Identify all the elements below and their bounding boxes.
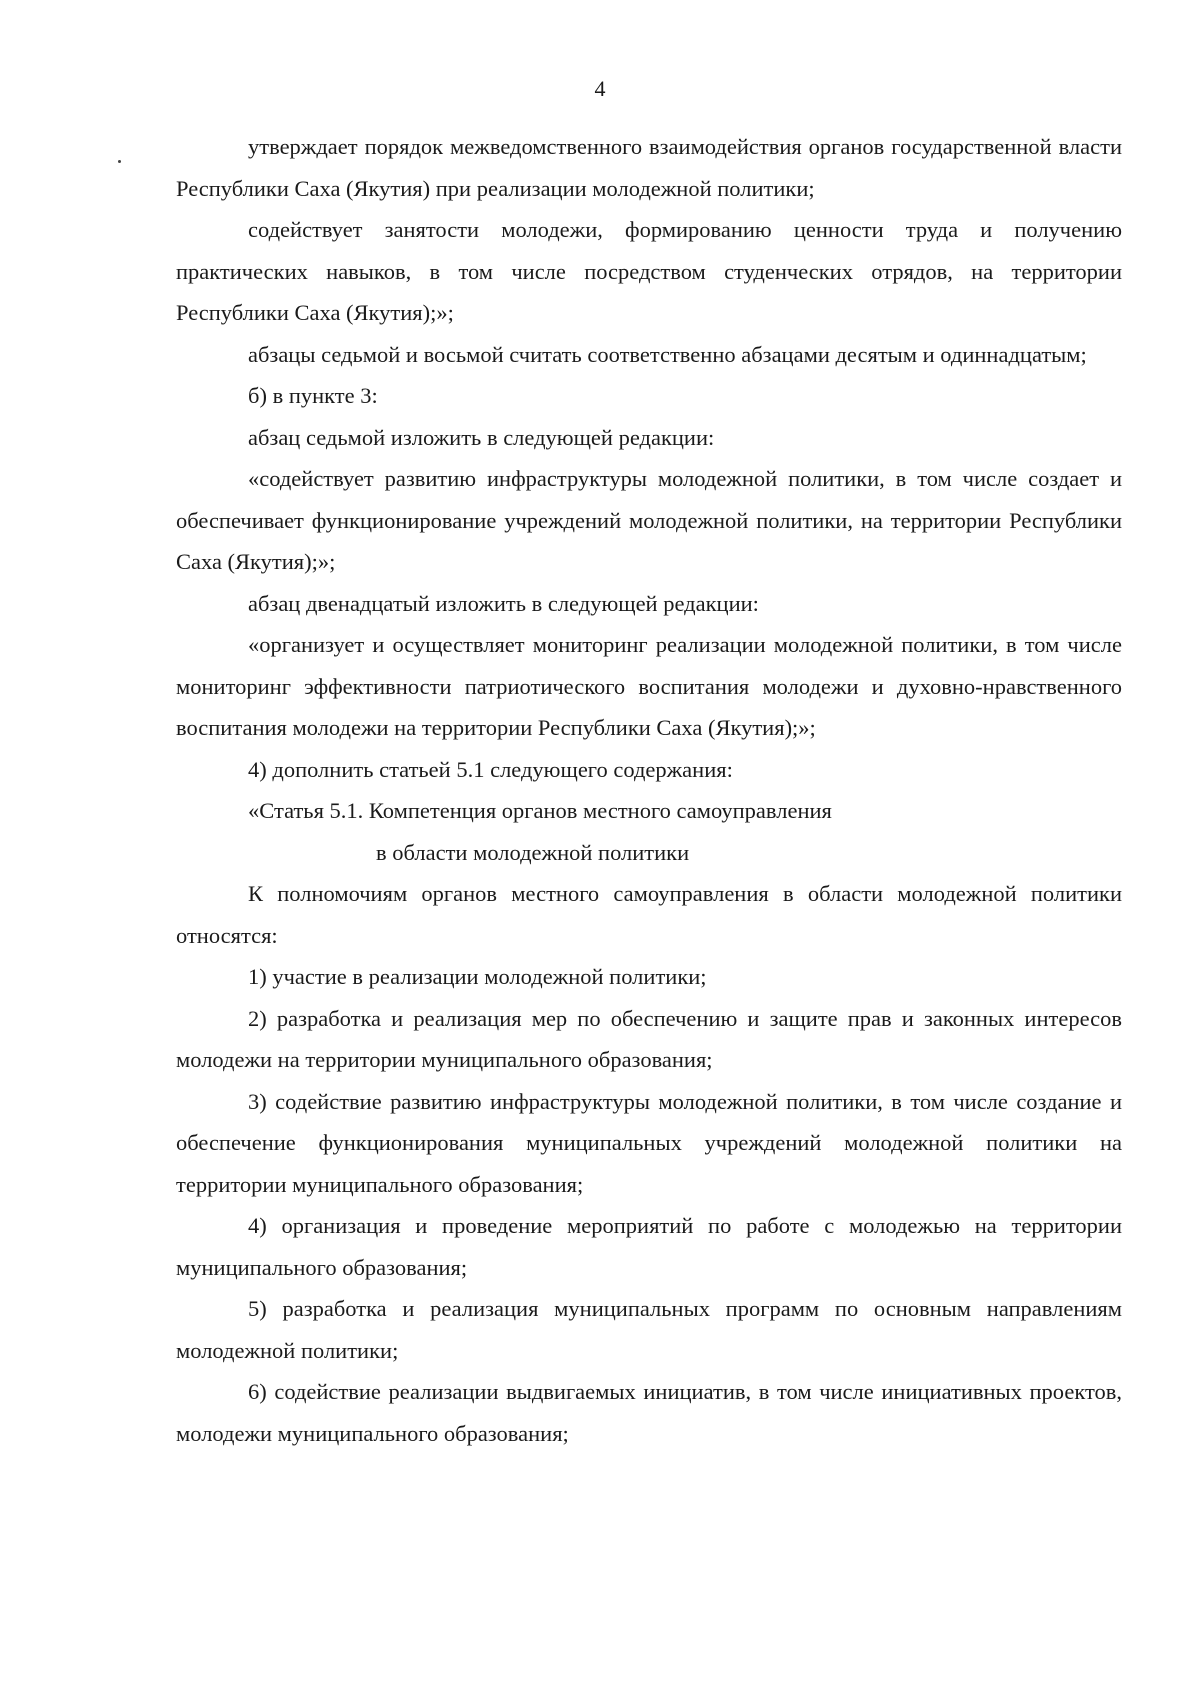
paragraph-powers-intro: К полномочиям органов местного самоуправления в области молодежной политики относятся:	[176, 881, 1122, 948]
paragraph-amend-12: абзац двенадцатый изложить в следующей редакции:	[248, 590, 759, 616]
paragraph-amend-7: абзац седьмой изложить в следующей редакции:	[248, 424, 715, 450]
list-item-1: 1) участие в реализации молодежной политики;	[248, 964, 707, 989]
scan-speck	[118, 160, 121, 163]
list-item-4: 4) организация и проведение мероприятий по работе с молодежью на территории муниципального образования;	[176, 1213, 1122, 1280]
article-heading-line2: в области молодежной политики	[376, 839, 690, 865]
list-item-3: 3) содействие развитию инфраструктуры молодежной политики, в том числе создание и обеспечение функционирования муниципальных учреждений молодежной политики на территории муниципального образования;	[176, 1088, 1122, 1197]
body-text	[176, 126, 1122, 1454]
list-item-5: 5) разработка и реализация муниципальных программ по основным направлениям молодежной политики;	[176, 1296, 1122, 1363]
paragraph-monitoring: «организует и осуществляет мониторинг реализации молодежной политики, в том числе мониторинг эффективности патриотического воспитания молодежи и духовно-нравственного воспитания молодежи на территории Республики Саха (Якутия);»;	[176, 632, 1122, 740]
paragraph-employment: содействует занятости молодежи, формированию ценности труда и получению практических навыков, в том числе посредством студенческих отрядов, на территории Республики Саха (Якутия);»;	[176, 217, 1122, 325]
paragraph-renumbering: абзацы седьмой и восьмой считать соответственно абзацами десятым и одиннадцатым;	[248, 341, 1087, 367]
page-number: 4	[594, 76, 606, 101]
list-item-2: 2) разработка и реализация мер по обеспечению и защите прав и законных интересов молодежи на территории муниципального образования;	[176, 1005, 1122, 1072]
article-heading-line1: «Статья 5.1. Компетенция органов местного самоуправления	[248, 798, 832, 823]
paragraph-intro: утверждает порядок межведомственного взаимодействия органов государственной власти Республики Саха (Якутия) при реализации молодежной политики;	[176, 134, 1122, 201]
paragraph-item-b: б) в пункте 3:	[248, 383, 378, 408]
paragraph-add-article: 4) дополнить статьей 5.1 следующего содержания:	[248, 756, 733, 782]
paragraph-infrastructure: «содействует развитию инфраструктуры молодежной политики, в том числе создает и обеспечивает функционирование учреждений молодежной политики, на территории Республики Саха (Якутия);»;	[176, 466, 1122, 574]
list-item-6: 6) содействие реализации выдвигаемых инициатив, в том числе инициативных проектов, молодежи муниципального образования;	[176, 1379, 1122, 1446]
